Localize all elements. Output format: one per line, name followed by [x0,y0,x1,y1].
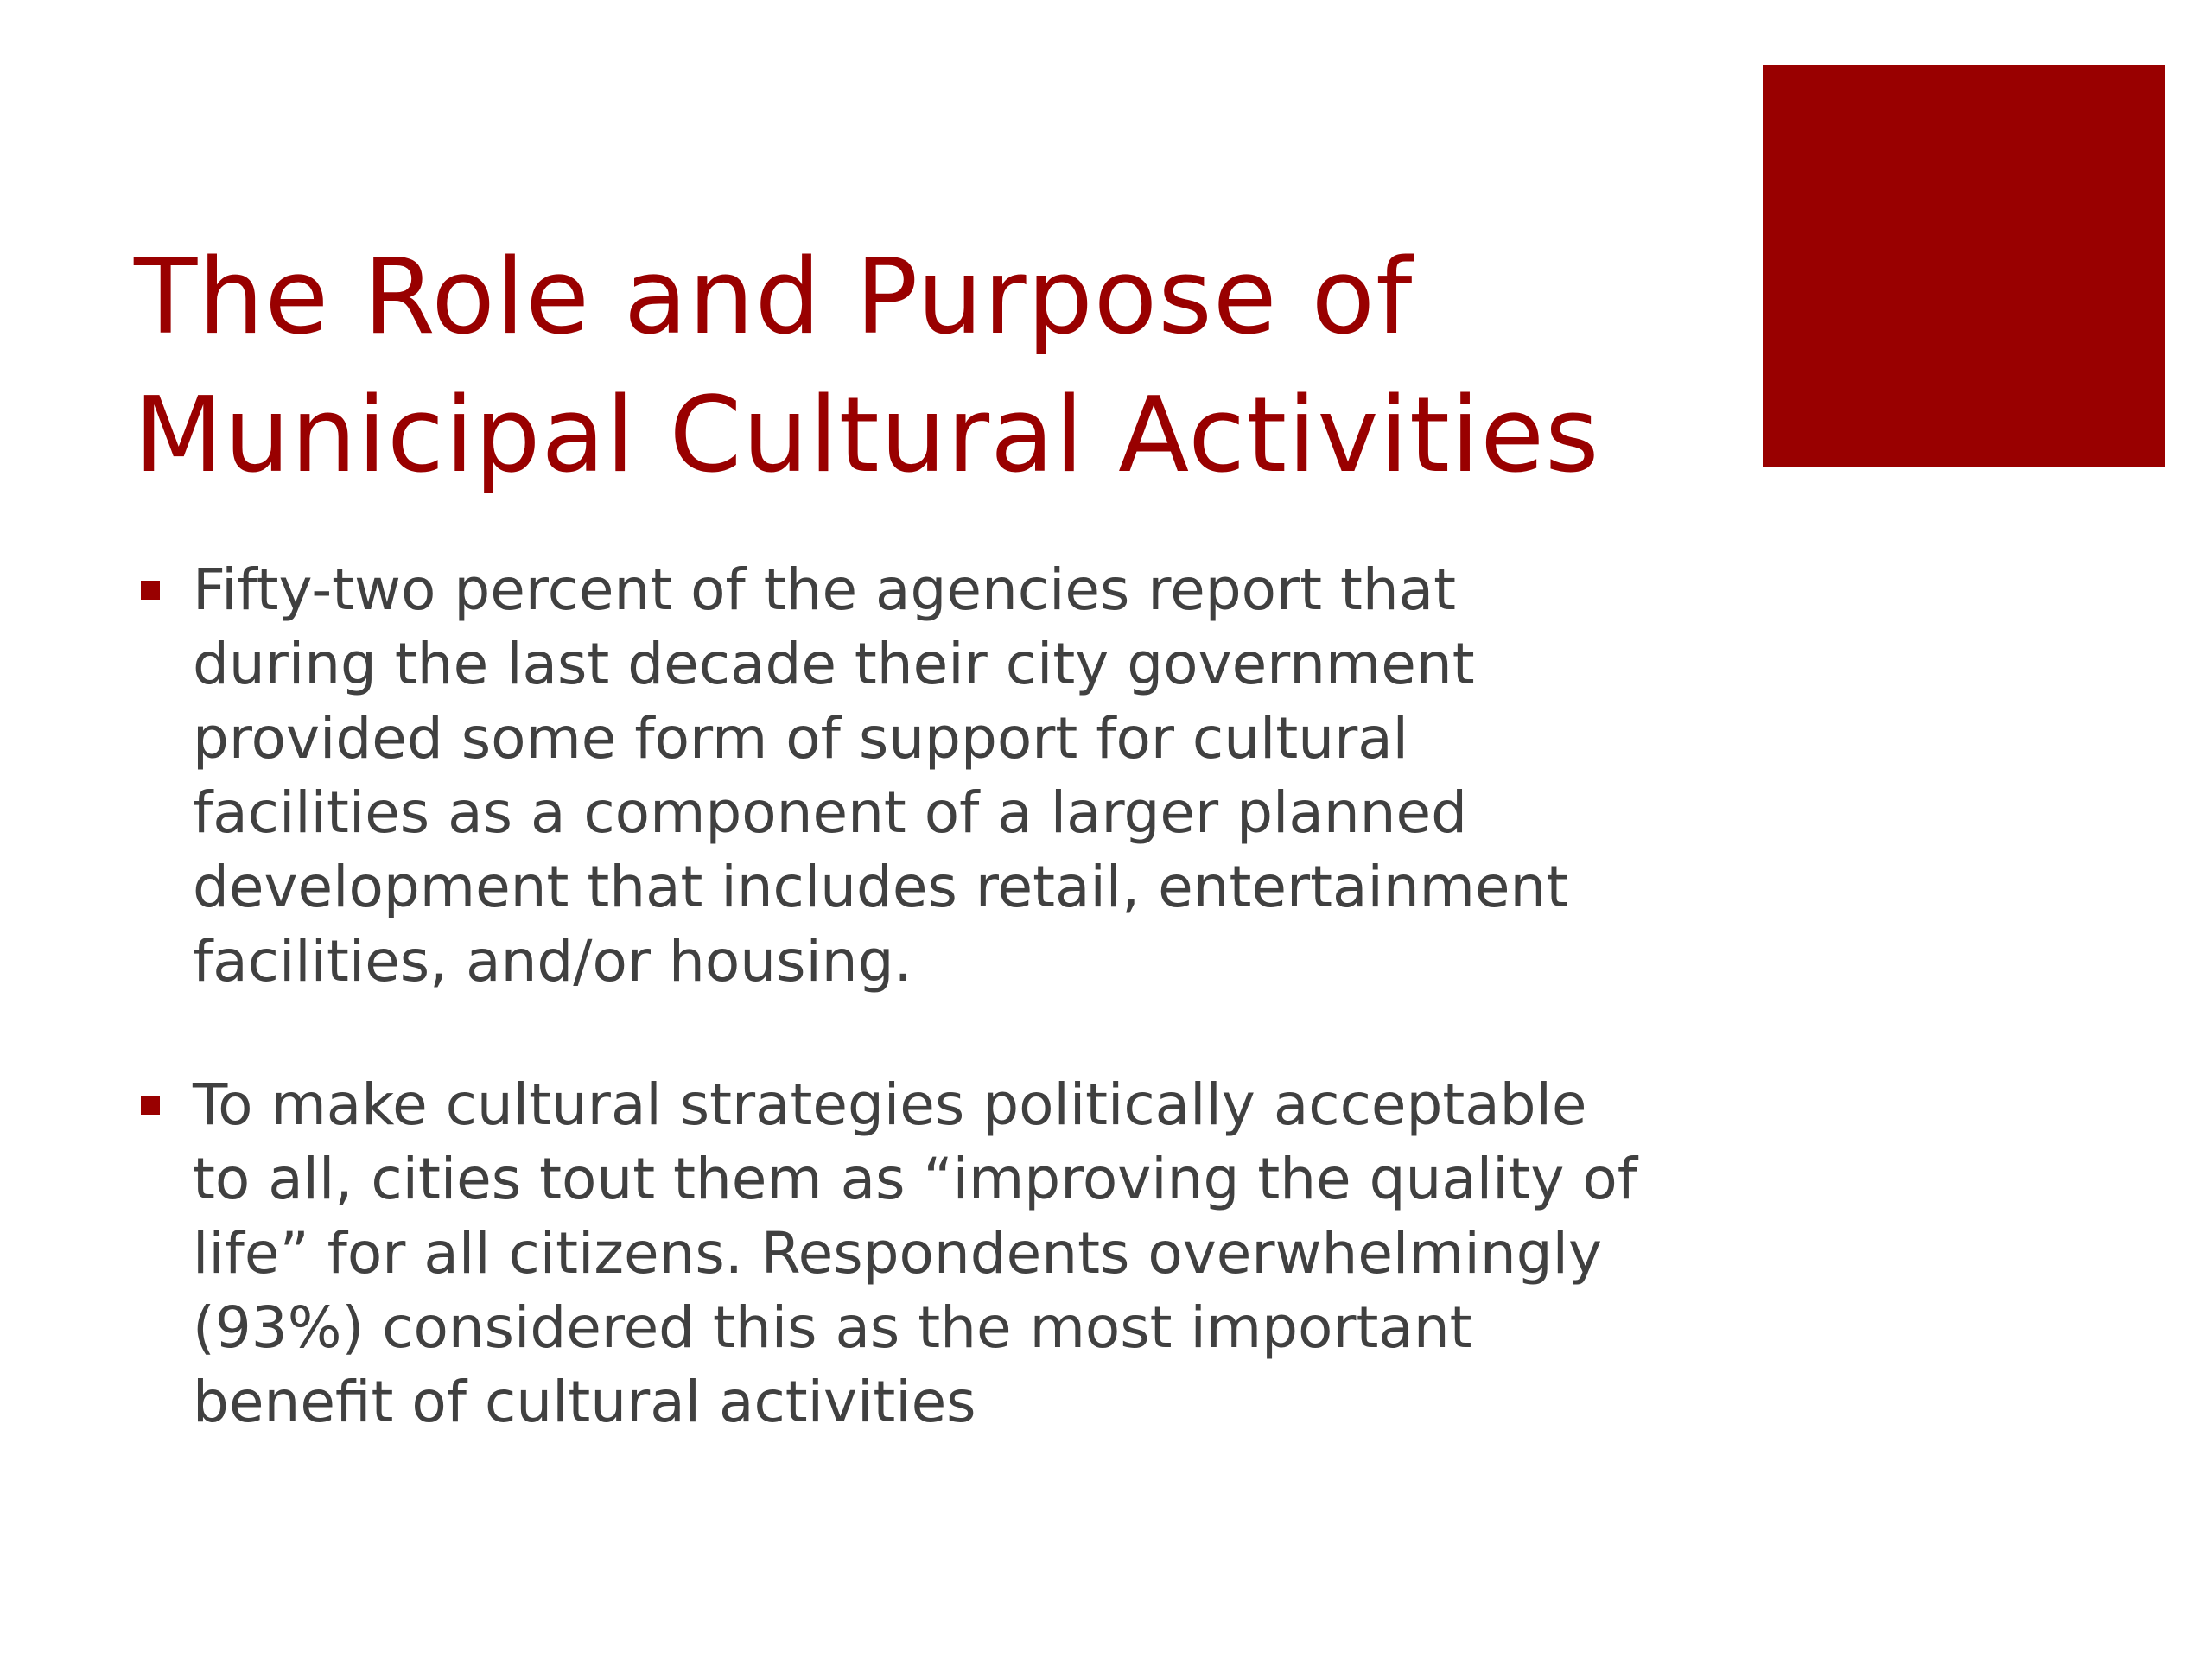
bullet-text-line: provided some form of support for cultural [193,705,1409,772]
bullet-list [134,553,1758,1509]
slide-title [134,229,1732,505]
bullet-text-line: life” for all citizens. Respondents overwhelmingly [193,1220,1603,1287]
bullet-text-line: benefit of cultural activities [193,1369,976,1435]
bullet-text-line: during the last decade their city government [193,631,1475,697]
bullet-text-line: (93%) considered this as the most important [193,1294,1472,1361]
bullet-text-line: to all, cities tout them as “improving the quality of [193,1146,1638,1212]
bullet-text-line: development that includes retail, entertainment [193,854,1569,920]
title-line: Municipal Cultural Activities [134,376,1600,496]
bullet-text-line: facilities, and/or housing. [193,928,912,995]
square-bullet-icon [141,1096,160,1115]
bullet-item [134,1068,1758,1440]
accent-square [1763,65,2165,467]
bullet-text-line: Fifty-two percent of the agencies report that [193,556,1456,623]
title-line: The Role and Purpose of [134,238,1414,358]
bullet-text-line: facilities as a component of a larger planned [193,779,1467,846]
bullet-item [134,553,1758,999]
square-bullet-icon [141,581,160,600]
bullet-text-line: To make cultural strategies politically acceptable [193,1071,1587,1138]
